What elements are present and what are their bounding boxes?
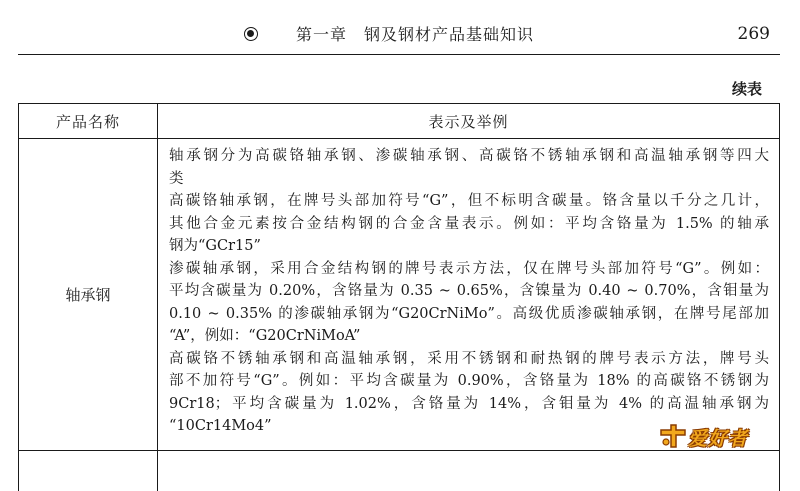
column-header-product-name: 产品名称 <box>19 104 158 139</box>
description-cell <box>158 139 780 451</box>
table-row-continuation <box>19 451 780 491</box>
description-line: 其他合金元素按合金结构钢的合金含量表示。例如：平均含铬量为 1.5% 的轴承 <box>169 213 769 236</box>
description-line: 高碳铬不锈轴承钢和高温轴承钢，采用不锈钢和耐热钢的牌号表示方法，牌号头 <box>169 348 769 371</box>
description-line: 平均含碳量为 0.20%，含铬量为 0.35 ~ 0.65%，含镍量为 0.40 ~ 0.70%，含钼量为 <box>169 280 769 303</box>
watermark <box>658 422 790 450</box>
description-line: 9Cr18；平均含碳量为 1.02%，含铬量为 14%，含钼量为 4% 的高温轴承钢为 <box>169 393 769 416</box>
header-divider <box>18 54 780 55</box>
description-cell-empty <box>158 451 780 491</box>
table-header-row <box>19 104 780 139</box>
description-line: 0.10 ~ 0.35% 的渗碳轴承钢为“G20CrNiMo”。高级优质渗碳轴承钢，在牌号尾部加 <box>169 303 769 326</box>
description-line: “A”，例如：“G20CrNiMoA” <box>169 325 769 348</box>
header-bullet-icon <box>244 27 258 41</box>
chapter-title: 第一章 钢及钢材产品基础知识 <box>296 22 534 45</box>
continued-label: 续表 <box>732 78 762 99</box>
description-line: 部不加符号“G”。例如：平均含碳量为 0.90%，含铬量为 18% 的高碳铬不锈钢为 <box>169 370 769 393</box>
page-number: 269 <box>738 24 770 44</box>
product-name-cell-empty <box>19 451 158 491</box>
column-header-description: 表示及举例 <box>158 104 780 139</box>
description-line: “10Cr14Mo4” <box>169 415 769 438</box>
watermark-logo-icon <box>658 422 688 450</box>
table-row <box>19 139 780 451</box>
description-line: 轴承钢分为高碳铬轴承钢、渗碳轴承钢、高碳铬不锈轴承钢和高温轴承钢等四大 <box>169 145 769 168</box>
description-line: 渗碳轴承钢，采用合金结构钢的牌号表示方法，仅在牌号头部加符号“G”。例如： <box>169 258 769 281</box>
description-line: 高碳铬轴承钢，在牌号头部加符号“G”，但不标明含碳量。铬含量以千分之几计， <box>169 190 769 213</box>
page-header <box>0 0 800 56</box>
watermark-text: 爱好者 <box>688 424 748 451</box>
description-line: 钢为“GCr15” <box>169 235 769 258</box>
product-name-cell: 轴承钢 <box>19 139 158 451</box>
description-line: 类 <box>169 168 769 191</box>
